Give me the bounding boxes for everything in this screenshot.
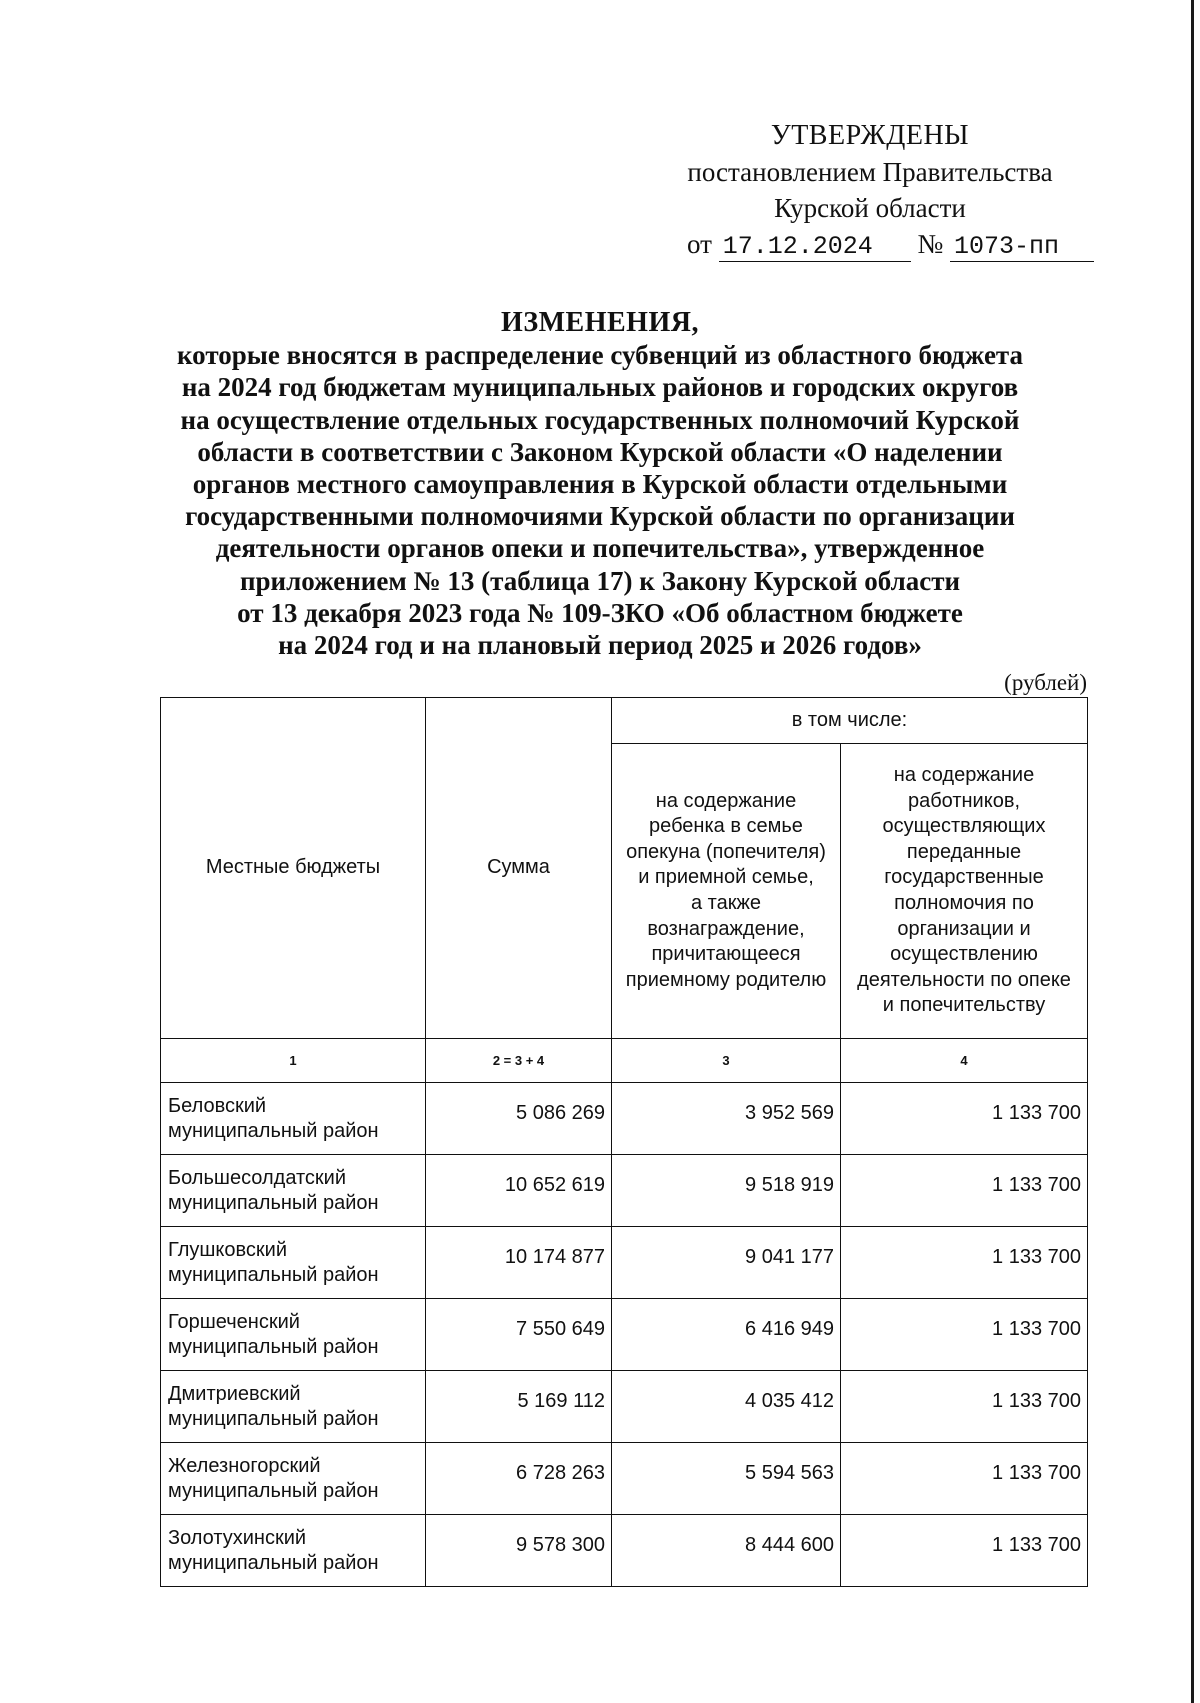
header-staff-maintenance: на содержание работников, осуществляющих переданные государственные полномочия по организации и осуществлению деятельности по опеке и попечительству bbox=[841, 744, 1088, 1039]
table-row bbox=[161, 1299, 1088, 1371]
column-number: 3 bbox=[612, 1039, 841, 1083]
table-row bbox=[161, 1227, 1088, 1299]
row-sum: 10 174 877 bbox=[426, 1227, 612, 1299]
document-heading bbox=[140, 307, 1060, 661]
row-sum: 6 728 263 bbox=[426, 1443, 612, 1515]
row-col4: 1 133 700 bbox=[841, 1515, 1088, 1587]
row-sum: 10 652 619 bbox=[426, 1155, 612, 1227]
row-col4: 1 133 700 bbox=[841, 1155, 1088, 1227]
approval-line-2: Курской области bbox=[774, 193, 966, 223]
column-number: 1 bbox=[161, 1039, 426, 1083]
row-col4: 1 133 700 bbox=[841, 1083, 1088, 1155]
row-col3: 6 416 949 bbox=[612, 1299, 841, 1371]
unit-label: (рублей) bbox=[1004, 670, 1087, 695]
heading-line: органов местного самоуправления в Курской области отдельными bbox=[192, 469, 1008, 500]
header-local-budgets: Местные бюджеты bbox=[161, 698, 426, 1039]
row-col4: 1 133 700 bbox=[841, 1299, 1088, 1371]
approval-stamp bbox=[640, 118, 1100, 262]
heading-line: от 13 декабря 2023 года № 109-ЗКО «Об областном бюджете bbox=[237, 597, 963, 628]
row-col3: 9 518 919 bbox=[612, 1155, 841, 1227]
heading-line: области в соответствии с Законом Курской области «О наделении bbox=[197, 436, 1003, 467]
heading-line: на 2024 год бюджетам муниципальных районов и городских округов bbox=[181, 372, 1019, 403]
table-row bbox=[161, 1443, 1088, 1515]
row-name: Большесолдатский муниципальный район bbox=[161, 1155, 426, 1227]
header-child-maintenance: на содержание ребенка в семье опекуна (попечителя) и приемной семье, а также вознаграждение, причитающееся приемному родителю bbox=[612, 744, 841, 1039]
heading-line: деятельности органов опеки и попечительства», утвержденное bbox=[215, 533, 985, 564]
row-name: Беловский муниципальный район bbox=[161, 1083, 426, 1155]
row-col3: 4 035 412 bbox=[612, 1371, 841, 1443]
row-name: Дмитриевский муниципальный район bbox=[161, 1371, 426, 1443]
decree-date: 17.12.2024 bbox=[719, 233, 911, 262]
table-row bbox=[161, 1515, 1088, 1587]
row-col4: 1 133 700 bbox=[841, 1227, 1088, 1299]
row-name: Горшеченский муниципальный район bbox=[161, 1299, 426, 1371]
approval-title: УТВЕРЖДЕНЫ bbox=[770, 120, 970, 151]
header-sum: Сумма bbox=[426, 698, 612, 1039]
page-edge bbox=[1191, 0, 1194, 1703]
header-including: в том числе: bbox=[612, 698, 1088, 744]
row-sum: 5 086 269 bbox=[426, 1083, 612, 1155]
row-name: Железногорский муниципальный район bbox=[161, 1443, 426, 1515]
table-row bbox=[161, 1155, 1088, 1227]
decree-line bbox=[640, 226, 1100, 262]
number-prefix: № bbox=[917, 229, 944, 259]
heading-line: на осуществление отдельных государственных полномочий Курской bbox=[180, 404, 1020, 435]
row-col3: 9 041 177 bbox=[612, 1227, 841, 1299]
row-col3: 3 952 569 bbox=[612, 1083, 841, 1155]
heading-line: которые вносятся в распределение субвенций из областного бюджета bbox=[176, 340, 1024, 371]
heading-line: приложением № 13 (таблица 17) к Закону Курской области bbox=[239, 565, 961, 596]
subventions-table bbox=[160, 697, 1088, 1587]
decree-number: 1073-пп bbox=[950, 233, 1094, 262]
heading-line: на 2024 год и на плановый период 2025 и 2026 годов» bbox=[278, 630, 922, 661]
row-sum: 7 550 649 bbox=[426, 1299, 612, 1371]
table-row bbox=[161, 1083, 1088, 1155]
column-number: 4 bbox=[841, 1039, 1088, 1083]
row-name: Глушковский муниципальный район bbox=[161, 1227, 426, 1299]
row-sum: 9 578 300 bbox=[426, 1515, 612, 1587]
heading-line: государственными полномочиями Курской области по организации bbox=[185, 501, 1015, 532]
row-col4: 1 133 700 bbox=[841, 1371, 1088, 1443]
date-prefix: от bbox=[687, 229, 712, 259]
approval-line-1: постановлением Правительства bbox=[687, 157, 1053, 187]
row-col4: 1 133 700 bbox=[841, 1443, 1088, 1515]
table-row bbox=[161, 1371, 1088, 1443]
heading-main: ИЗМЕНЕНИЯ, bbox=[501, 307, 699, 338]
row-col3: 5 594 563 bbox=[612, 1443, 841, 1515]
row-col3: 8 444 600 bbox=[612, 1515, 841, 1587]
column-numbers-row bbox=[161, 1039, 1088, 1083]
column-number: 2 = 3 + 4 bbox=[426, 1039, 612, 1083]
row-sum: 5 169 112 bbox=[426, 1371, 612, 1443]
row-name: Золотухинский муниципальный район bbox=[161, 1515, 426, 1587]
